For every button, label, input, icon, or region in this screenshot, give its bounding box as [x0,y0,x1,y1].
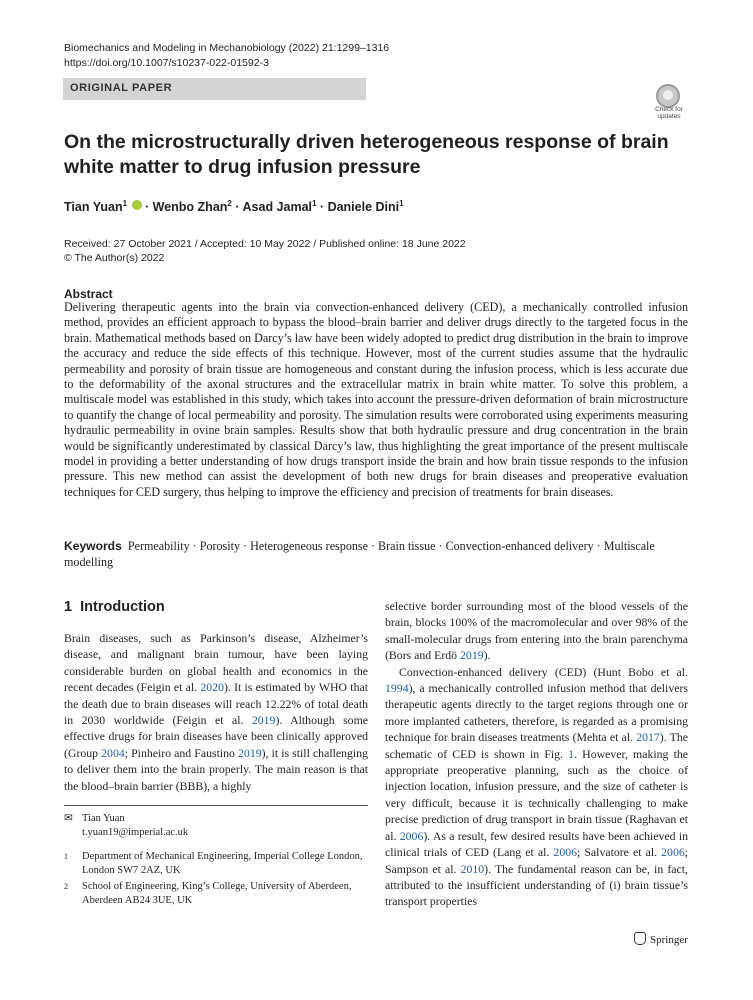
check-for-updates-badge[interactable] [650,84,688,122]
author-name[interactable]: Daniele Dini [327,200,400,215]
paper-title: On the microstructurally driven heterogeneous response of brain white matter to drug infusion pressure [64,131,669,178]
body-paragraph [385,598,688,664]
affiliation-1 [64,850,368,880]
citation-link[interactable]: 2019 [251,713,276,728]
text-run: ). The fundamental reason can be, in fact, attributed to the insufficient understanding of (i) brain tissue’s transport properties [385,861,688,909]
section-number: 1 [64,599,73,615]
author-name[interactable]: Wenbo Zhan [152,200,228,215]
author-affiliation-mark: 1 [312,199,317,208]
citation-link[interactable]: 1994 [385,681,409,696]
check-updates-line1: Check for [655,106,683,113]
orcid-icon[interactable] [132,200,142,210]
affiliation-text: Department of Mechanical Engineering, Imperial College London, London SW7 2AZ, UK [82,851,363,876]
text-run: ), a mechanically controlled infusion method that delivers therapeutic agents directly to the target regions through one or more implanted catheters, therefore, is regarded as a promising technique for brain diseases treatments (Mehta et al. [385,681,688,745]
text-run: ), it is still challenging to deliver them into the brain properly. The main reason is that the blood–brain barrier (BBB), a highly [64,745,368,793]
text-run: ). The schematic of CED is shown in Fig. [385,730,688,761]
citation-link[interactable]: 2006 [553,845,578,860]
corresponding-author-note [64,812,368,842]
text-run: ). [483,648,491,663]
author-name[interactable]: Asad Jamal [242,200,312,215]
body-paragraph [385,664,688,910]
envelope-icon: ✉ [64,813,73,824]
text-run: ). Although some effective drugs for brain diseases have been clinically approved (Group [64,713,368,760]
abstract-text: Delivering therapeutic agents into the brain via convection-enhanced delivery (CED), a mechanically controlled infusion method, provides an efficient approach to bypass the blood–brain barrier and deliver drugs directly to the targeted focus in the brain. Mathematical methods based on Darcy’s law have been widely adopted to predict drug distribution in the brain to improve the accuracy and reduce the side effects of this technique. However, most of the current studies assume that the hydraulic permeability and porosity of brain tissue are homogeneous and constant during the infusion process, which is less accurate due to the deformability of the axonal structures and the extracellular matrix in brain white matter. To solve this problem, a multiscale model was established in this study, which takes into account the pressure-driven deformation of brain microstructure to quantify the change of local permeability and porosity. The simulation results were corroborated using experiments measuring hydraulic permeability in ovine brain samples. Results show that both hydraulic pressure and drug concentration in the brain would be significantly underestimated by classical Darcy’s law, thus highlighting the great importance of the present multiscale model in providing a better understanding of how drugs transport inside the brain and how brain tissue responds to the infusion pressure. This new method can assist the development of both new drugs for brain diseases and preoperative evaluation techniques for CED surgery, thus helping to improve the efficiency and precision of treatments for brain diseases. [64,300,689,499]
author-separator: · [141,200,153,215]
history-dates: Received: 27 October 2021 / Accepted: 10 May 2022 / Published online: 18 June 2022 [64,238,466,250]
doi-link[interactable]: https://doi.org/10.1007/s10237-022-01592-3 [64,57,269,69]
article-type-banner [63,78,366,100]
text-run: ; Salvatore et al. [577,845,662,860]
affiliation-2 [64,880,368,910]
citation-link[interactable]: 2004 [101,745,125,760]
author-affiliation-mark: 2 [227,199,232,208]
article-type-label: ORIGINAL PAPER [70,82,173,94]
footnote-divider [64,805,368,806]
affiliation-number: 2 [64,882,68,891]
affiliation-text: School of Engineering, King’s College, University of Aberdeen, Aberdeen AB24 3UE, UK [82,881,352,906]
check-updates-icon [656,84,680,108]
copyright-line: © The Author(s) 2022 [64,252,165,264]
citation-link[interactable]: 2006 [661,845,685,860]
affiliation-number: 1 [64,852,68,861]
text-run: . However, making the appropriate preoperative planning, such as the choice of injection location, infusion pressure, and the size of catheter is very difficult, because it is technically challenging to make precise prediction of drug transport in brain tissue (Raghavan et al. [385,746,688,843]
left-column [64,630,368,794]
check-updates-line2: updates [657,113,681,120]
text-run: ). As a result, few desired results have been achieved in clinical trials of CED (Lang et al. [385,828,688,860]
text-run: ; Pinheiro and Faustino [124,745,239,760]
abstract-heading: Abstract [64,287,113,301]
author-separator: · [231,200,243,215]
text-run: Brain diseases, such as Parkinson’s disease, Alzheimer’s disease, and malignant brain tumour, have been laying considerable burden on global health and economics in the recent decades (Feigin et al. [64,631,368,695]
figure-link[interactable]: 1 [568,746,575,761]
journal-header [64,41,389,71]
text-run: ). It is estimated by WHO that the death due to brain diseases will reach 12.22% of total death in 2030 worldwide (Feigin et al. [64,680,368,728]
citation-link[interactable]: 2006 [399,828,424,843]
journal-citation: Biomechanics and Modeling in Mechanobiology (2022) 21:1299–1316 [64,42,390,54]
citation-link[interactable]: 2019 [460,648,484,663]
intro-paragraph [64,630,368,794]
right-column [385,598,688,910]
section-heading [64,599,165,615]
keywords-list: Permeability · Porosity · Heterogeneous response · Brain tissue · Convection-enhanced delivery · Multiscale modelling [64,539,655,569]
author-affiliation-mark: 1 [122,199,128,208]
publisher-logo [634,932,688,946]
author-list [64,199,404,214]
author-separator: · [316,200,328,215]
author-name[interactable]: Tian Yuan [64,200,123,215]
citation-link[interactable]: 2017 [636,730,660,745]
text-run: selective border surrounding most of the blood vessels of the brain, blocks 100% of the macromolecular and over 98% of the small-molecular drugs from entering into the brain parenchyma (Bors and Erdö [385,599,688,663]
keywords [64,538,688,570]
publisher-name: Springer [650,934,688,946]
corresponding-author-email[interactable]: t.yuan19@imperial.ac.uk [82,827,189,838]
citation-link[interactable]: 2019 [238,745,262,760]
citation-link[interactable]: 2010 [460,861,485,876]
text-run: ; Sampson et al. [385,845,689,876]
citation-link[interactable]: 2020 [200,680,224,695]
text-run: Convection-enhanced delivery (CED) (Hunt Bobo et al. [399,664,688,679]
keywords-label: Keywords [64,539,122,553]
corresponding-author-name: Tian Yuan [82,813,125,824]
author-affiliation-mark: 1 [399,199,404,208]
section-title: Introduction [80,599,165,615]
springer-horse-icon [634,932,646,945]
publication-dates [64,237,466,265]
